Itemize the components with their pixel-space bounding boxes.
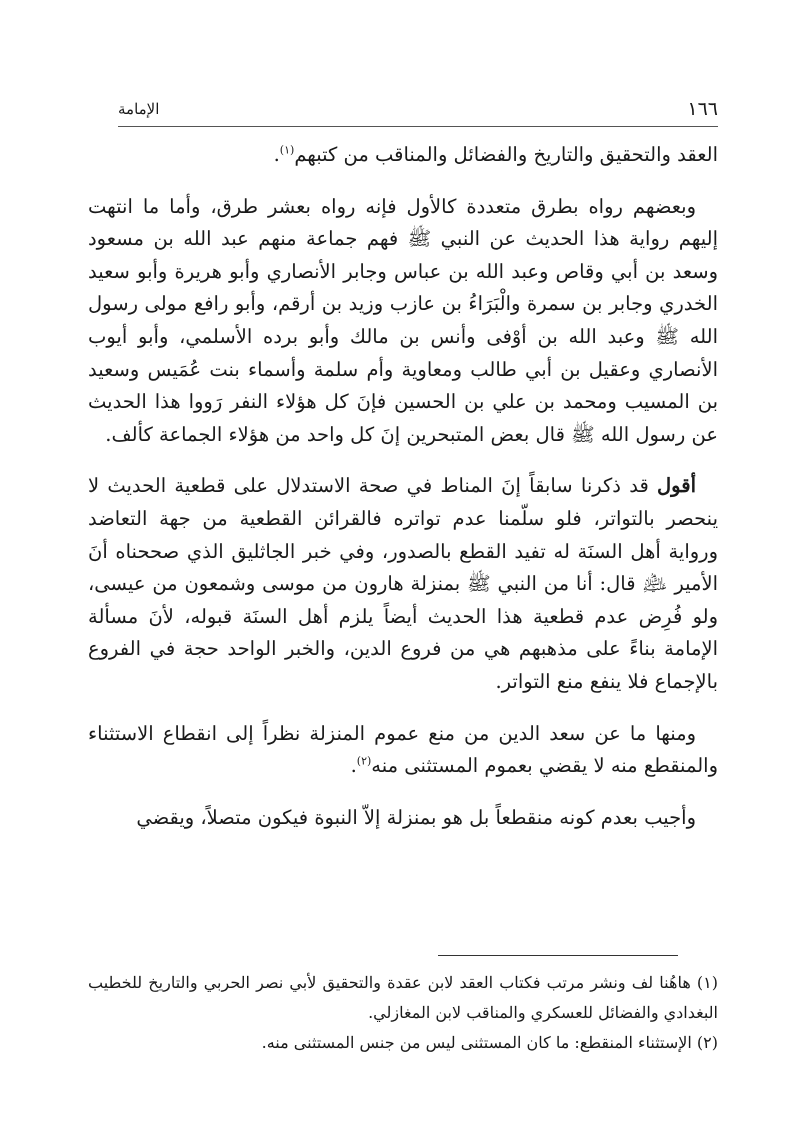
body-text (88, 139, 718, 853)
page-number: ١٦٦ (687, 98, 718, 120)
paragraph-4-text: ومنها ما عن سعد الدين من منع عموم المنزلة نظراً إلى انقطاع الاستثناء والمنقطع منه لا يقضي بعموم المستثنى منه (88, 721, 718, 778)
paragraph-2: وبعضهم رواه بطرق متعددة كالأول فإنه رواه بعشر طرق، وأما ما انتهت إليهم رواية هذا الحديث عن النبي ﷺ فهم جماعة منهم عبد الله بن مسعود وسعد بن أبي وقاص وعبد الله بن عباس وجابر الأنصاري وأبو هريرة وأبو سعيد الخدري وجابر بن سمرة والْبَرَاءُ بن عازب وزيد بن أرقم، وأبو رافع مولى رسول الله ﷺ وعبد الله بن أوْفى وأنس بن مالك وأبو برده الأسلمي، وأبو أيوب الأنصاري وعقيل بن أبي طالب ومعاوية وأم سلمة وأسماء بنت عُمَيس وسعيد بن المسيب ومحمد بن علي بن الحسين فإنَ كل هؤلاء النفر رَووا هذا الحديث عن رسول الله ﷺ قال بعض المتبحرين إنَ كل واحد من هؤلاء الجماعة كألف. (88, 194, 718, 446)
paragraph-3-lead: أقول (657, 474, 696, 498)
paragraph-1-text: العقد والتحقيق والتاريخ والفضائل والمناقب من كتبهم (294, 143, 718, 166)
paragraph-3 (88, 470, 718, 698)
paragraph-3-text: قد ذكرنا سابقاً إنَ المناط في صحة الاستدلال على قطعية الحديث لا ينحصر بالتواتر، فلو سلّمنا عدم تواتره فالقرائن القطعية من جهة التعاضد ورواية أهل السنَة له تفيد القطع بالصدور، وفي خبر الجاثليق الذي صححناه أنَ الأمير ﵇ قال: أنا من النبي ﷺ بمنزلة هارون من موسى وشمعون من عيسى، ولو فُرِض عدم قطعية هذا الحديث أيضاً يلزم أهل السنَة قبوله، لأنَ مسألة الإمامة بناءً على مذهبهم هي من فروع الدين، والخبر الواحد حجة في الفروع بالإجماع فلا ينفع منع التواتر. (88, 474, 718, 693)
paragraph-4-end: . (350, 754, 357, 778)
page-header (118, 92, 718, 127)
footnote-separator (438, 955, 678, 956)
paragraph-1 (88, 139, 718, 172)
running-title: الإمامة (118, 100, 160, 118)
paragraph-1-end: . (273, 143, 280, 166)
footnote-1: (١) هاهُنا لف ونشر مرتب فكتاب العقد لابن عقدة والتحقيق لأبي نصر الحربي والتاريخ للخطيب البغدادي والفضائل للعسكري والمناقب لابن المغازلي. (88, 973, 718, 1022)
footnote-ref-1[interactable]: (١) (279, 143, 295, 157)
footnote-ref-2[interactable]: (٢) (356, 754, 372, 768)
footnotes (88, 968, 718, 1058)
paragraph-4 (88, 718, 718, 783)
footnote-2: (٢) الإستثناء المنقطع: ما كان المستثنى ليس من جنس المستثنى منه. (261, 1033, 718, 1052)
paragraph-5: وأجيب بعدم كونه منقطعاً بل هو بمنزلة إلاّ النبوة فيكون متصلاً، ويقضي (136, 805, 696, 829)
